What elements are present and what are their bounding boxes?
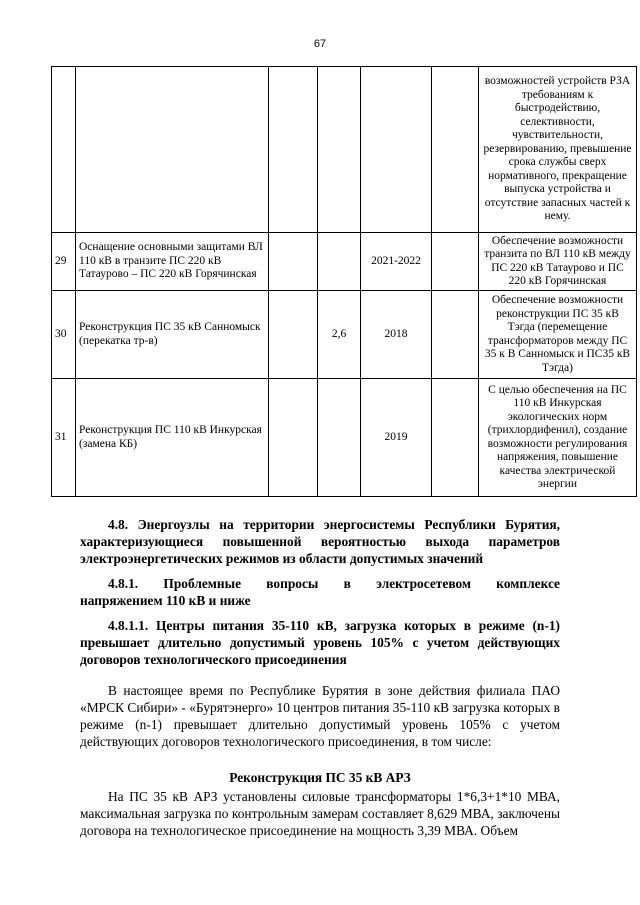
cell-desc: Обеспечение возможности реконструкции ПС 35 кВ Тэгда (перемещение трансформаторов между ПС 35 к В Санномыск и ПС35 кВ Тэгда) (479, 291, 637, 379)
heading-word: Проблемные (163, 576, 242, 591)
body-paragraph: На ПС 35 кВ АРЗ установлены силовые трансформаторы 1*6,3+1*10 МВА, максимальная загрузка по контрольным замерам составляет 8,629 МВА, заключены договора на технологическое присоединение на мощность 3,39 МВА. Объем (80, 789, 560, 838)
cell-empty (432, 67, 479, 233)
subheading: Реконструкция ПС 35 кВ АРЗ (229, 770, 411, 785)
table-row (52, 67, 637, 233)
cell-empty (269, 233, 318, 291)
cell-desc: С целью обеспечения на ПС 110 кВ Инкурская экологических норм (трихлордифенил), создание возможности регулирования напряжения, повышение качества электрической энергии (479, 379, 637, 497)
cell-year: 2021-2022 (361, 233, 432, 291)
cell-year: 2019 (361, 379, 432, 497)
cell-empty (269, 379, 318, 497)
cell-empty (432, 233, 479, 291)
cell-num: 31 (52, 379, 76, 497)
cell-name (76, 67, 269, 233)
body-paragraph: В настоящее время по Республике Бурятия в зоне действия филиала ПАО «МРСК Сибири» - «Бурятэнерго» 10 центров питания 35-110 кВ загрузка которых в режиме (n-1) превышает длительно допустимый уровень 105% с учетом действующих договоров технологического присоединения, в том числе: (80, 683, 560, 749)
section-heading-line (80, 575, 560, 592)
heading-word: в (343, 576, 351, 591)
cell-empty (269, 67, 318, 233)
heading-word: 4.8.1. (108, 576, 139, 591)
cell-name: Оснащение основными защитами ВЛ 110 кВ в транзите ПС 220 кВ Татаурово – ПС 220 кВ Горячинская (76, 233, 269, 291)
cell-num (52, 67, 76, 233)
cell-num: 30 (52, 291, 76, 379)
cell-value (318, 233, 361, 291)
section-heading-4-8: 4.8. Энергоузлы на территории энергосистемы Республики Бурятия, характеризующиеся повышенной вероятностью выхода параметров электроэнергетических режимов из области допустимых значений (80, 517, 560, 566)
cell-year (361, 67, 432, 233)
section-heading-line: напряжением 110 кВ и ниже (80, 593, 251, 608)
cell-desc: возможностей устройств РЗА требованиям к быстродействию, селективности, чувствительности, резервированию, превышение срока службы сверх нормативного, прекращение выпуска устройства и отсутствие запасных частей к нему. (479, 67, 637, 233)
page-number: 67 (313, 38, 327, 50)
heading-word: комплексе (496, 576, 561, 591)
cell-empty (432, 379, 479, 497)
cell-name: Реконструкция ПС 110 кВ Инкурская (замена КБ) (76, 379, 269, 497)
table-row (52, 233, 637, 291)
cell-value: 2,6 (318, 291, 361, 379)
cell-empty (269, 291, 318, 379)
section-heading-4-8-1-1: 4.8.1.1. Центры питания 35-110 кВ, загрузка которых в режиме (n-1) превышает длительно допустимый уровень 105% с учетом действующих договоров технологического присоединения (80, 618, 560, 667)
projects-table (51, 66, 637, 497)
heading-word: электросетевом (376, 576, 472, 591)
table-row (52, 291, 637, 379)
cell-empty (432, 291, 479, 379)
table-row (52, 379, 637, 497)
cell-num: 29 (52, 233, 76, 291)
cell-value (318, 67, 361, 233)
cell-name: Реконструкция ПС 35 кВ Санномыск (перекатка тр-в) (76, 291, 269, 379)
cell-value (318, 379, 361, 497)
heading-word: вопросы (266, 576, 319, 591)
section-heading-4-8-1 (80, 575, 560, 609)
cell-desc: Обеспечение возможности транзита по ВЛ 110 кВ между ПС 220 кВ Татаурово и ПС 220 кВ Горячинская (479, 233, 637, 291)
cell-year: 2018 (361, 291, 432, 379)
